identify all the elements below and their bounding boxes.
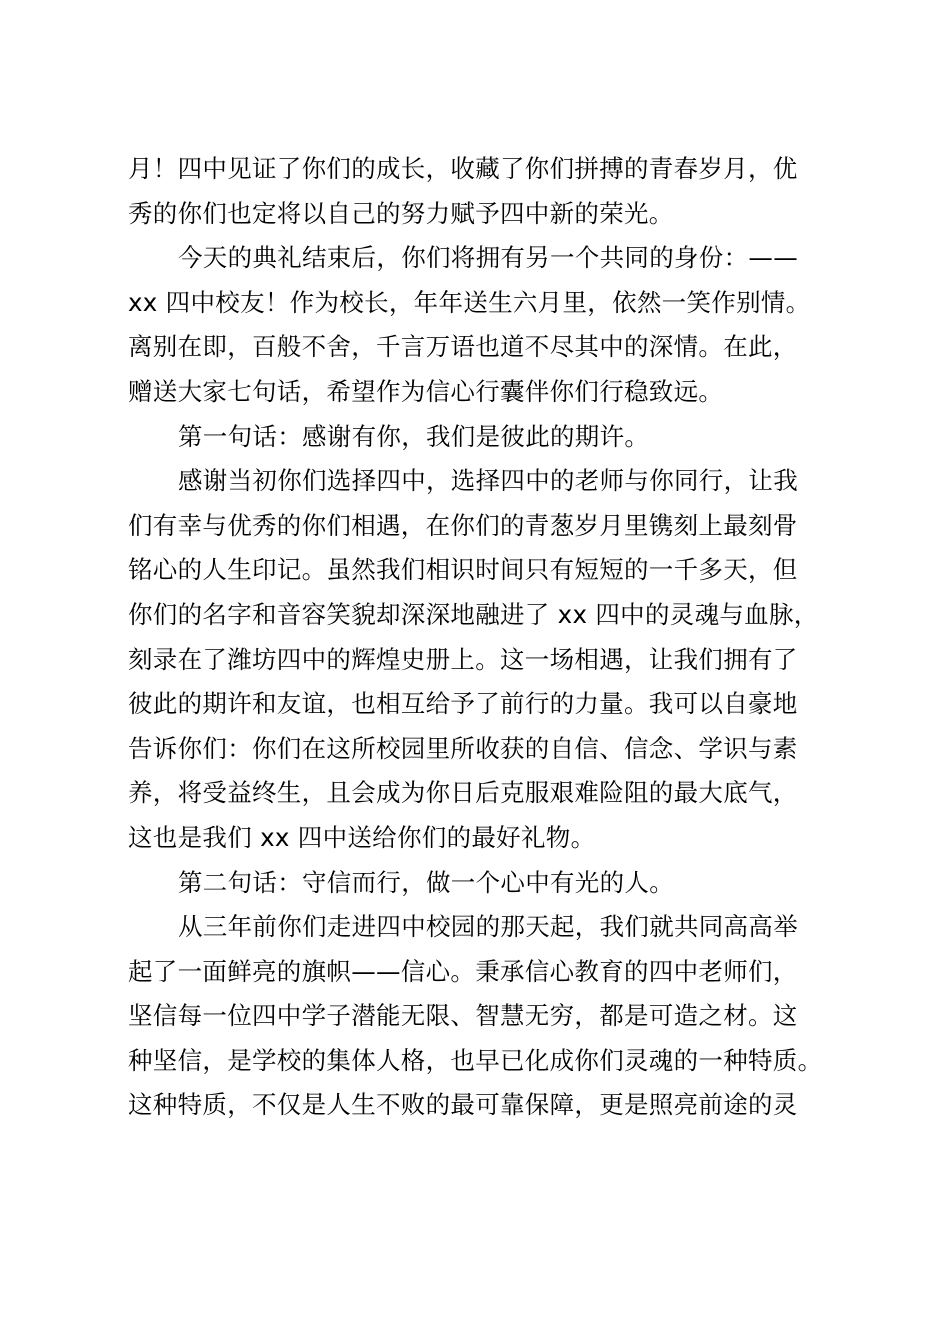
section-heading-line: 第一句话：感谢有你，我们是彼此的期许。 (178, 421, 650, 451)
text-line: 你们的名字和音容笑貌却深深地融进了 xx 四中的灵魂与血脉， (128, 599, 819, 629)
text-line: 种坚信，是学校的集体人格，也早已化成你们灵魂的一种特质。 (128, 1045, 823, 1075)
text-line: 彼此的期许和友谊，也相互给予了前行的力量。我可以自豪地 (128, 689, 798, 719)
text-line: 赠送大家七句话，希望作为信心行囊伴你们行稳致远。 (128, 376, 724, 406)
text-line: 铭心的人生印记。虽然我们相识时间只有短短的一千多天，但 (128, 555, 798, 585)
paragraph-start-line: 今天的典礼结束后，你们将拥有另一个共同的身份：—— (178, 243, 798, 273)
text-line: 离别在即，百般不舍，千言万语也道不尽其中的深情。在此， (128, 332, 798, 362)
section-heading-line: 第二句话：守信而行，做一个心中有光的人。 (178, 867, 674, 897)
text-line: xx 四中校友！作为校长，年年送生六月里，依然一笑作别情。 (128, 287, 811, 317)
paragraph-start-line: 感谢当初你们选择四中，选择四中的老师与你同行，让我 (178, 466, 798, 496)
text-line: 这种特质，不仅是人生不败的最可靠保障，更是照亮前途的灵 (128, 1090, 798, 1120)
text-line: 这也是我们 xx 四中送给你们的最好礼物。 (128, 822, 596, 852)
paragraph-start-line: 从三年前你们走进四中校园的那天起，我们就共同高高举 (178, 912, 798, 942)
text-line: 养，将受益终生，且会成为你日后克服艰难险阻的最大底气， (128, 778, 798, 808)
text-line: 刻录在了潍坊四中的辉煌史册上。这一场相遇，让我们拥有了 (128, 644, 798, 674)
text-line: 告诉你们：你们在这所校园里所收获的自信、信念、学识与素 (128, 733, 798, 763)
text-line: 起了一面鲜亮的旗帜——信心。秉承信心教育的四中老师们， (128, 956, 798, 986)
text-line: 月！四中见证了你们的成长，收藏了你们拼搏的青春岁月，优 (128, 154, 798, 183)
text-line: 秀的你们也定将以自己的努力赋予四中新的荣光。 (128, 198, 674, 228)
body-text (128, 147, 848, 1128)
text-line: 们有幸与优秀的你们相遇，在你们的青葱岁月里镌刻上最刻骨 (128, 510, 798, 540)
text-line: 坚信每一位四中学子潜能无限、智慧无穷，都是可造之材。这 (128, 1001, 798, 1031)
